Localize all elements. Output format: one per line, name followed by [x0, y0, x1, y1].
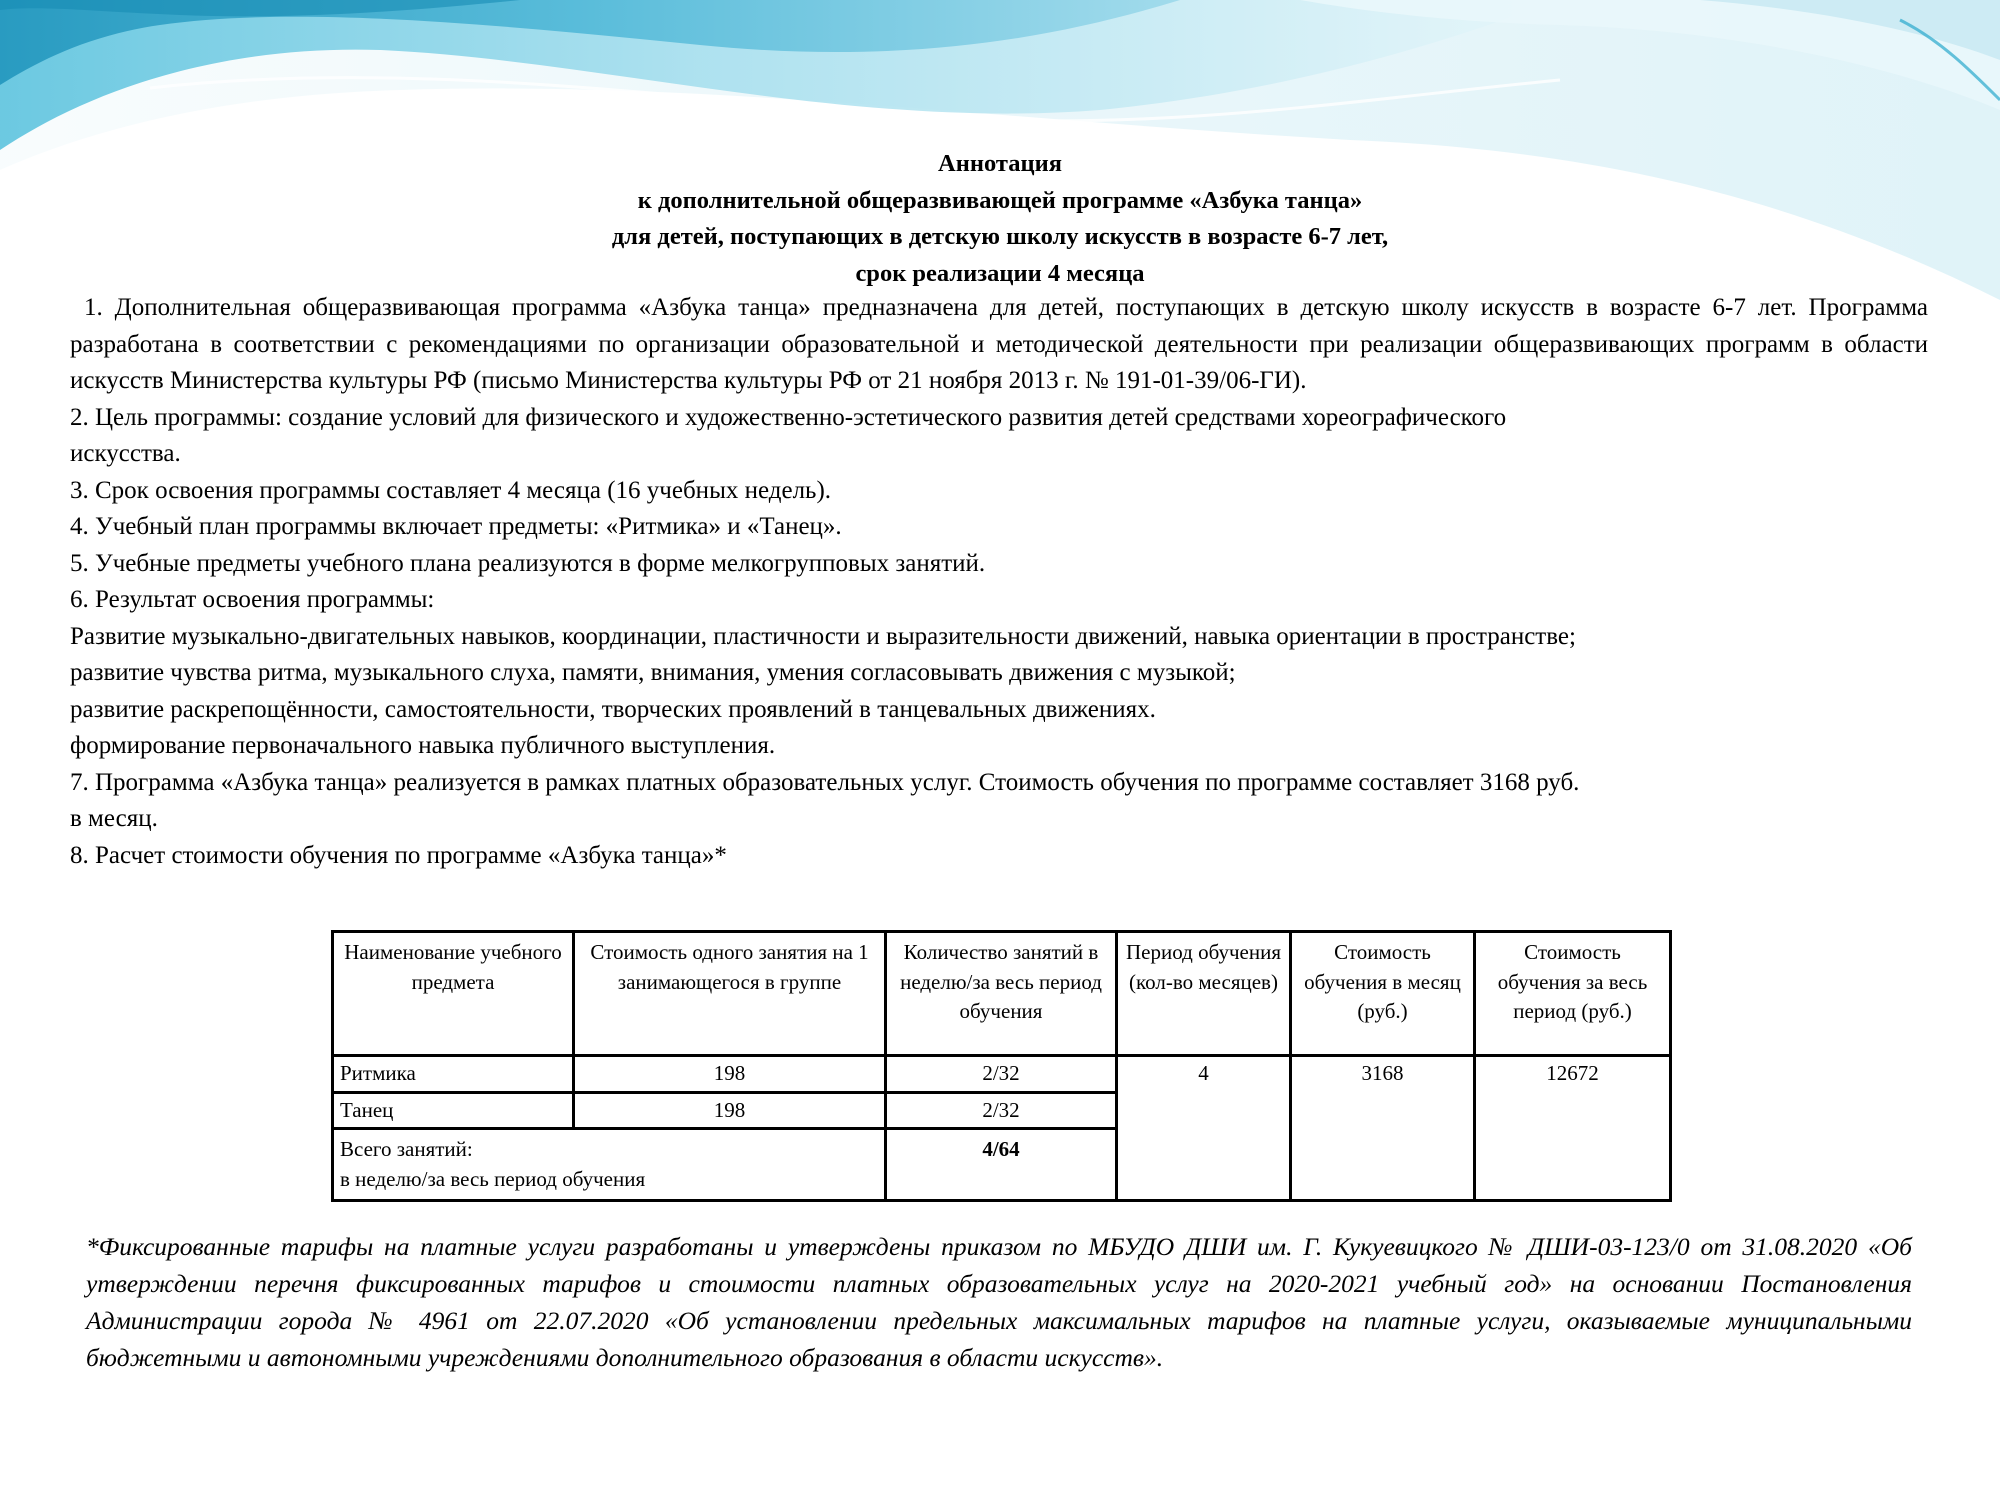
cell-lesson-count: 2/32 [886, 1056, 1117, 1093]
paragraph-4: 4. Учебный план программы включает предметы: «Ритмика» и «Танец». [70, 513, 842, 540]
paragraph-8: 8. Расчет стоимости обучения по программе «Азбука танца»* [70, 841, 727, 869]
paragraph-1: 1. Дополнительная общеразвивающая программа «Азбука танца» предназначена для детей, поступающих в детскую школу искусств в возрасте 6-7 лет. Программа разработана в соответствии с рекомендациями по организации образовательной и методической деятельности при реализации общеразвивающих программ в области искусств Министерства культуры РФ (письмо Министерства культуры РФ от 21 ноября 2013 г. № 191-01-39/06-ГИ). [70, 294, 1928, 394]
total-label-line-2: в неделю/за весь период обучения [340, 1166, 646, 1191]
header-monthly-cost: Стоимость обучения в месяц (руб.) [1291, 932, 1475, 1056]
annotation-title-block [0, 146, 2000, 292]
total-label-line-1: Всего занятий: [340, 1137, 473, 1161]
cell-lesson-cost: 198 [574, 1056, 886, 1093]
cell-lesson-cost: 198 [574, 1092, 886, 1129]
cell-lesson-count: 2/32 [886, 1092, 1117, 1129]
cell-total-count: 4/64 [886, 1129, 1117, 1201]
title-line-2: к дополнительной общеразвивающей программе «Азбука танца» [637, 186, 1363, 214]
cell-period: 4 [1117, 1056, 1291, 1201]
title-line-1: Аннотация [938, 150, 1062, 177]
result-item-1: Развитие музыкально-двигательных навыков, координации, пластичности и выразительности движений, навыка ориентации в пространстве; [70, 622, 1576, 650]
paragraph-3: 3. Срок освоения программы составляет 4 месяца (16 учебных недель). [70, 476, 832, 504]
cell-subject: Танец [333, 1092, 574, 1129]
paragraph-7-line-2: в месяц. [70, 805, 158, 832]
cell-subject: Ритмика [333, 1056, 574, 1093]
cell-total-label [333, 1129, 886, 1201]
result-item-4: формирование первоначального навыка публичного выступления. [70, 732, 776, 759]
result-item-3: развитие раскрепощённости, самостоятельности, творческих проявлений в танцевальных движениях. [70, 695, 1156, 723]
footnote: *Фиксированные тарифы на платные услуги разработаны и утверждены приказом по МБУДО ДШИ им. Г. Кукуевицкого № ДШИ-03-123/0 от 31.08.2020 «Об утверждении перечня фиксированных тарифов и стоимости платных образовательных услуг на 2020-2021 учебный год» на основании Постановления Администрации города № 4961 от 22.07.2020 «Об установлении предельных максимальных тарифов на платные услуги, оказываемые муниципальными бюджетными и автономными учреждениями дополнительного образования в области искусств». [86, 1232, 1912, 1372]
title-line-3: для детей, поступающих в детскую школу искусств в возрасте 6-7 лет, [611, 223, 1389, 250]
header-total-cost: Стоимость обучения за весь период (руб.) [1475, 932, 1671, 1056]
cell-monthly-cost: 3168 [1291, 1056, 1475, 1201]
paragraph-2-line-2: искусства. [70, 440, 181, 467]
cost-table-header-row [333, 932, 1671, 1056]
cost-table [331, 930, 1672, 1202]
header-subject: Наименование учебного предмета [333, 932, 574, 1056]
annotation-body [70, 290, 1928, 874]
paragraph-7-line-1: 7. Программа «Азбука танца» реализуется в рамках платных образовательных услуг. Стоимость обучения по программе составляет 3168 руб. [70, 768, 1580, 796]
table-row [333, 1056, 1671, 1093]
header-lesson-count: Количество занятий в неделю/за весь период обучения [886, 932, 1117, 1056]
title-line-4: срок реализации 4 месяца [855, 259, 1145, 287]
paragraph-2-line-1: 2. Цель программы: создание условий для физического и художественно-эстетического развития детей средствами хореографического [70, 403, 1507, 431]
paragraph-6: 6. Результат освоения программы: [70, 586, 435, 613]
paragraph-5: 5. Учебные предметы учебного плана реализуются в форме мелкогрупповых занятий. [70, 549, 986, 577]
header-period: Период обучения (кол-во месяцев) [1117, 932, 1291, 1056]
header-lesson-cost: Стоимость одного занятия на 1 занимающегося в группе [574, 932, 886, 1056]
cell-total-cost: 12672 [1475, 1056, 1671, 1201]
result-item-2: развитие чувства ритма, музыкального слуха, памяти, внимания, умения согласовывать движения с музыкой; [70, 659, 1236, 686]
